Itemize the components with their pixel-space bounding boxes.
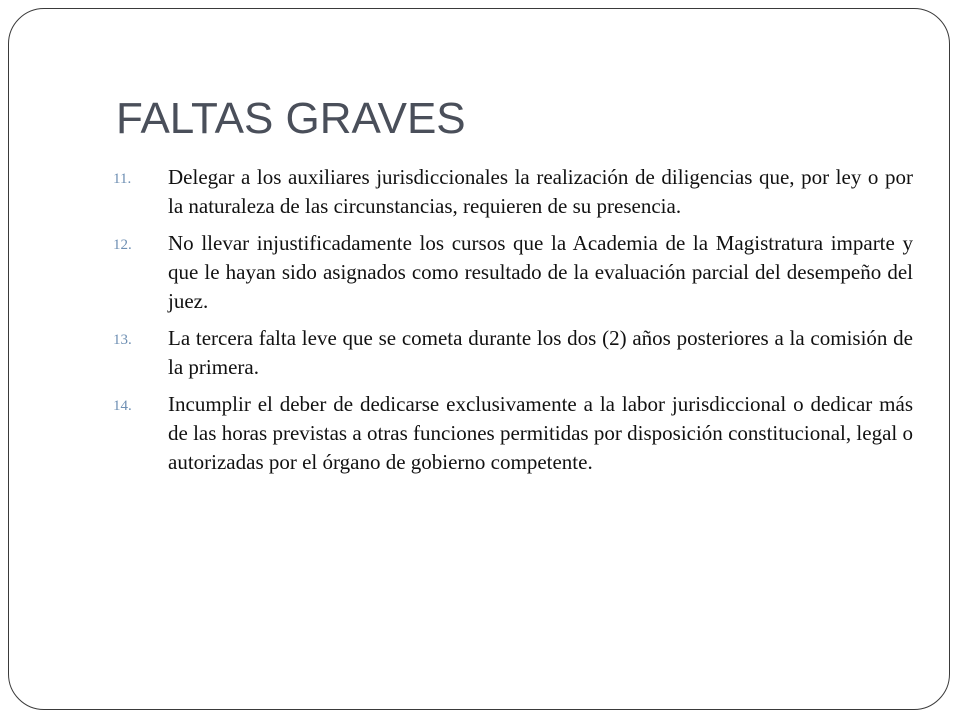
item-text: No llevar injustificadamente los cursos que la Academia de la Magistratura imparte y que le hayan sido asignados como resultado de la evaluación parcial del desempeño del juez. (168, 231, 913, 313)
slide-title: FALTAS GRAVES (116, 94, 466, 143)
item-number: 14. (113, 398, 132, 414)
numbered-list (113, 163, 913, 485)
list-item (113, 324, 913, 382)
list-item (113, 390, 913, 477)
item-text: Incumplir el deber de dedicarse exclusivamente a la labor jurisdiccional o dedicar más de las horas previstas a otras funciones permitidas por disposición constitucional, legal o autorizadas por el órgano de gobierno competente. (168, 392, 913, 474)
list-item (113, 163, 913, 221)
item-number: 13. (113, 332, 132, 348)
list-item (113, 229, 913, 316)
item-number: 11. (113, 171, 132, 187)
item-number: 12. (113, 237, 132, 253)
item-text: La tercera falta leve que se cometa durante los dos (2) años posteriores a la comisión de la primera. (168, 326, 913, 379)
item-text: Delegar a los auxiliares jurisdiccionales la realización de diligencias que, por ley o por la naturaleza de las circunstancias, requieren de su presencia. (168, 165, 913, 218)
slide-frame (8, 8, 950, 710)
